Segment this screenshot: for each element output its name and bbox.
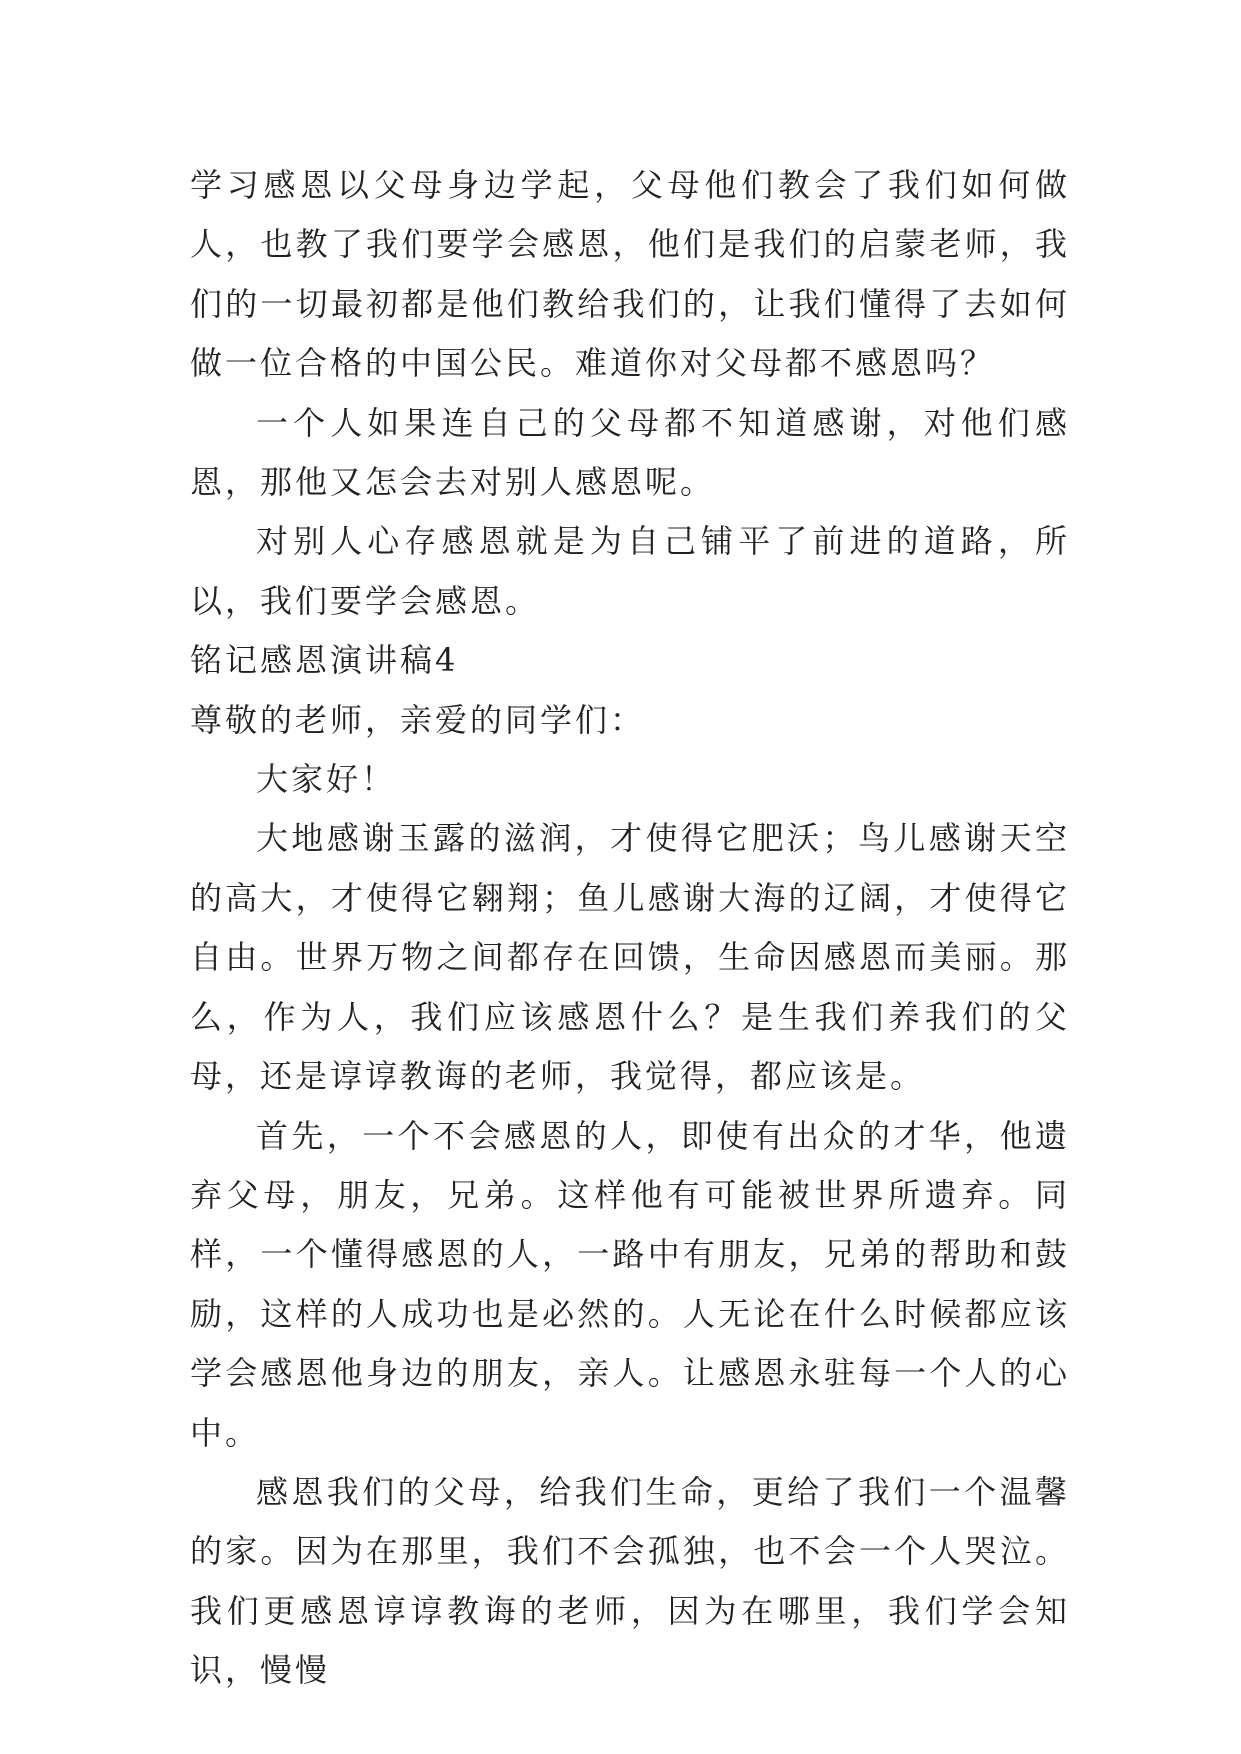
paragraph: 大地感谢玉露的滋润，才使得它肥沃；鸟儿感谢天空的高大，才使得它翱翔；鱼儿感谢大海的辽阔，才使得它自由。世界万物之间都存在回馈，生命因感恩而美丽。那么，作为人，我们应该感恩什么？是生我们养我们的父母，还是谆谆教诲的老师，我觉得，都应该是。: [190, 819, 1070, 1096]
paragraph: 首先，一个不会感恩的人，即使有出众的才华，他遗弃父母，朋友，兄弟。这样他有可能被世界所遗弃。同样，一个懂得感恩的人，一路中有朋友，兄弟的帮助和鼓励，这样的人成功也是必然的。人无论在什么时候都应该学会感恩他身边的朋友，亲人。让感恩永驻每一个人的心中。: [190, 1116, 1070, 1452]
greeting: 大家好！: [256, 760, 397, 799]
document-body: [190, 156, 1070, 1701]
paragraph: 学习感恩以父母身边学起，父母他们教会了我们如何做人，也教了我们要学会感恩，他们是我们的启蒙老师，我们的一切最初都是他们教给我们的，让我们懂得了去如何做一位合格的中国公民。难道你对父母都不感恩吗？: [190, 166, 1070, 383]
paragraph: 感恩我们的父母，给我们生命，更给了我们一个温馨的家。因为在那里，我们不会孤独，也不会一个人哭泣。我们更感恩谆谆教诲的老师，因为在哪里，我们学会知识，慢慢: [190, 1472, 1070, 1690]
salutation: 尊敬的老师，亲爱的同学们：: [190, 700, 646, 739]
paragraph: 一个人如果连自己的父母都不知道感谢，对他们感恩，那他又怎会去对别人感恩呢。: [190, 403, 1070, 502]
paragraph: 对别人心存感恩就是为自己铺平了前进的道路，所以，我们要学会感恩。: [190, 522, 1070, 620]
section-heading: 铭记感恩演讲稿4: [190, 641, 459, 680]
